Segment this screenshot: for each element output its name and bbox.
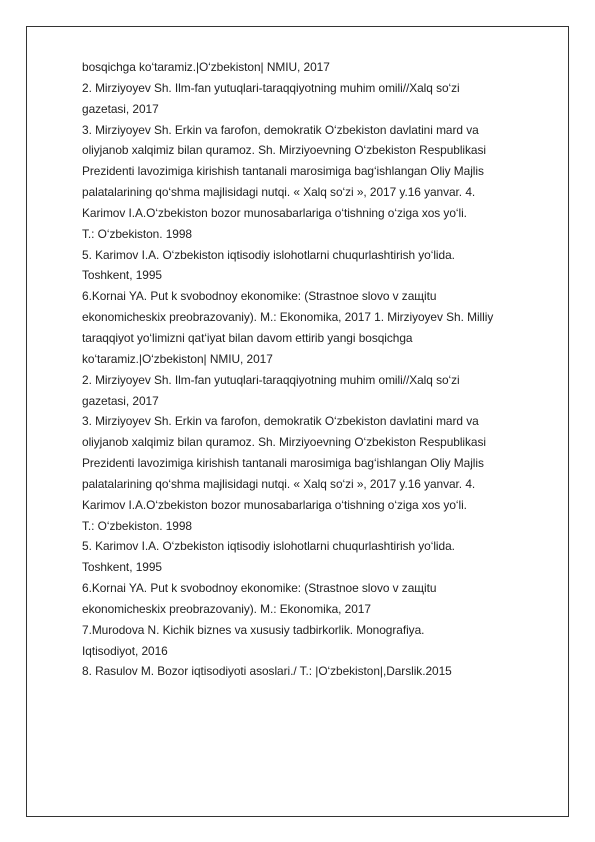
text-line: oliyjanob xalqimiz bilan quramoz. Sh. Mirziyoevning O‘zbekiston Respublikasi [82,435,486,450]
text-line: 6.Kornai YA. Put k svobodnoy ekonomike: (Strastnoe slovo v zaщitu [82,581,437,596]
text-line: 3. Mirziyoyev Sh. Erkin va farofon, demokratik O‘zbekiston davlatini mard va [82,414,479,429]
text-line: 5. Karimov I.A. O‘zbekiston iqtisodiy islohotlarni chuqurlashtirish yo‘lida. [82,539,455,554]
text-line: taraqqiyot yo‘limizni qat‘iyat bilan davom ettirib yangi bosqichga [82,330,413,345]
text-line: 7.Murodova N. Kichik biznes va xususiy tadbirkorlik. Monografiya. [82,622,425,637]
text-line: Prezidenti lavozimiga kirishish tantanali marosimiga bag‘ishlangan Oliy Majlis [82,164,484,179]
text-line: T.: O‘zbekiston. 1998 [82,226,192,241]
text-line: Toshkent, 1995 [82,560,162,575]
text-line: Karimov I.A.O‘zbekiston bozor munosabarlariga o‘tishning o‘ziga xos yo‘li. [82,205,467,220]
text-line: T.: O‘zbekiston. 1998 [82,518,192,533]
bibliography-text [82,57,548,682]
text-line: ko‘taramiz.|O‘zbekiston| NMIU, 2017 [82,351,273,366]
text-line: Prezidenti lavozimiga kirishish tantanali marosimiga bag‘ishlangan Oliy Majlis [82,456,484,471]
text-line: ekonomicheskix preobrazovaniy). M.: Ekonomika, 2017 1. Mirziyoyev Sh. Milliy [82,310,494,325]
text-line: 2. Mirziyoyev Sh. Ilm-fan yutuqlari-taraqqiyotning muhim omili//Xalq so‘zi [82,80,460,95]
text-line: oliyjanob xalqimiz bilan quramoz. Sh. Mirziyoevning O‘zbekiston Respublikasi [82,143,486,158]
text-line: palatalarining qo‘shma majlisidagi nutqi. « Xalq so‘zi », 2017 y.16 yanvar. 4. [82,185,476,200]
text-line: Karimov I.A.O‘zbekiston bozor munosabarlariga o‘tishning o‘ziga xos yo‘li. [82,497,467,512]
text-line: 2. Mirziyoyev Sh. Ilm-fan yutuqlari-taraqqiyotning muhim omili//Xalq so‘zi [82,372,460,387]
text-line: gazetasi, 2017 [82,101,159,116]
text-line: Iqtisodiyot, 2016 [82,643,168,658]
text-line: 8. Rasulov M. Bozor iqtisodiyoti asoslari./ T.: |O‘zbekiston|,Darslik.2015 [82,664,452,679]
text-line: 6.Kornai YA. Put k svobodnoy ekonomike: (Strastnoe slovo v zaщitu [82,289,437,304]
text-line: 5. Karimov I.A. O‘zbekiston iqtisodiy islohotlarni chuqurlashtirish yo‘lida. [82,247,455,262]
text-line: bosqichga ko‘taramiz.|O‘zbekiston| NMIU, 2017 [82,60,330,74]
text-line: palatalarining qo‘shma majlisidagi nutqi. « Xalq so‘zi », 2017 y.16 yanvar. 4. [82,476,476,491]
text-line: gazetasi, 2017 [82,393,159,408]
text-line: 3. Mirziyoyev Sh. Erkin va farofon, demokratik O‘zbekiston davlatini mard va [82,122,479,137]
text-line: ekonomicheskix preobrazovaniy). M.: Ekonomika, 2017 [82,601,371,616]
text-line: Toshkent, 1995 [82,268,162,283]
